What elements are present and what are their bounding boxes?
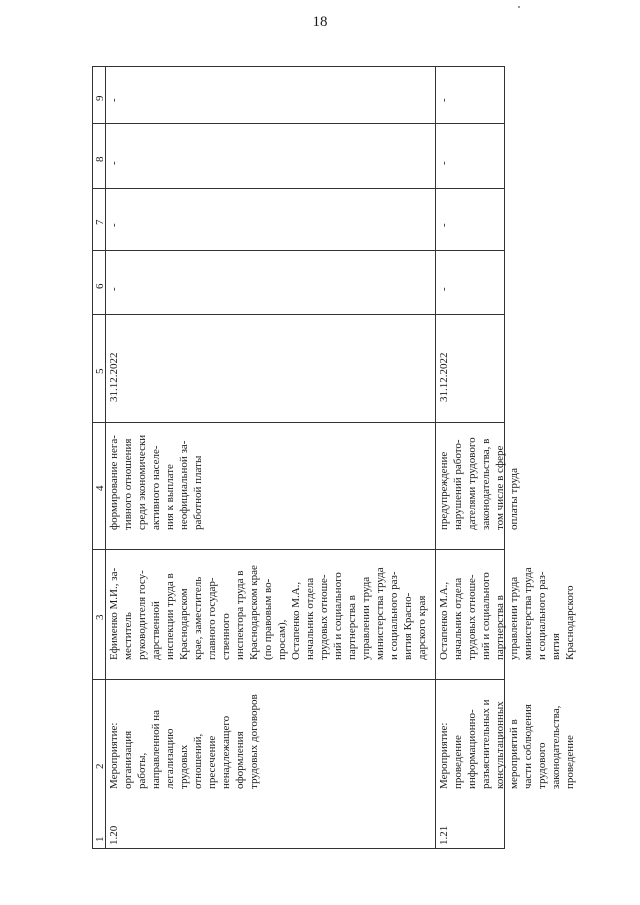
- page-number: 18: [312, 14, 328, 30]
- row-line: [93, 314, 504, 315]
- row-1-20-col8: -: [108, 161, 120, 165]
- header-col-7: 7: [94, 219, 106, 225]
- events-table: [92, 66, 576, 849]
- row-1-20-col6: -: [108, 287, 120, 291]
- row-1-21-result: предупреждение нарушений работо- дателями трудового законодательства, в том числе в сфере оплаты труда: [438, 437, 520, 530]
- header-col-1: 1: [94, 836, 106, 842]
- row-1-20-date: 31.12.2022: [108, 352, 120, 402]
- row-1-20-measure: Мероприятие: организация работы, направленной на легализацию трудовых отношений, пресечение ненадлежащего оформления трудовых договоров: [108, 694, 260, 789]
- col-line: [435, 67, 436, 848]
- col-line: [105, 67, 106, 848]
- row-line: [93, 250, 504, 251]
- row-1-21-col7: -: [438, 223, 450, 227]
- header-col-6: 6: [94, 283, 106, 289]
- row-1-21-measure: Мероприятие: проведение информационно- разъяснительных и консультационных мероприятий в части соблюдения трудового законодательства, проведение: [438, 699, 576, 789]
- header-col-9: 9: [94, 95, 106, 101]
- row-line: [93, 422, 504, 423]
- header-col-8: 8: [94, 156, 106, 162]
- row-1-20-number: 1.20: [108, 825, 120, 845]
- header-col-5: 5: [94, 368, 106, 374]
- row-1-21-number: 1.21: [438, 825, 450, 845]
- row-line: [93, 549, 504, 550]
- row-1-21-responsible: Остапенко М.А., начальник отдела трудовых отноше- ний и социального партнерства в управлении труда министерства труда и социального раз- вития Краснодарского: [438, 567, 576, 660]
- row-1-21-col9: -: [438, 98, 450, 102]
- row-1-20-col9: -: [108, 98, 120, 102]
- header-col-4: 4: [94, 485, 106, 491]
- row-1-21-col6: -: [438, 287, 450, 291]
- row-line: [93, 188, 504, 189]
- scan-speck: [518, 6, 520, 8]
- row-line: [93, 123, 504, 124]
- row-1-20-result: формирование нега- тивного отношения среди экономически активного населе- ния к выплате неофициальной за- работной платы: [108, 434, 204, 530]
- header-col-3: 3: [94, 614, 106, 620]
- row-1-21-date: 31.12.2022: [438, 352, 450, 402]
- row-line: [93, 679, 504, 680]
- header-col-2: 2: [94, 763, 106, 769]
- row-1-20-responsible: Ефименко М.И., за- меститель руководителя госу- дарственной инспекции труда в Краснодарском крае, заместитель главного государ- ственного инспектора труда в Краснодарском крае (по правовым во- просам), Остапенко М.А., начальник отдела трудовых отноше- ний и социального партнерства в управлении труда министерства труда и социального раз- вития Красно- дарского края: [108, 565, 428, 660]
- row-1-21-col8: -: [438, 161, 450, 165]
- row-1-20-col7: -: [108, 223, 120, 227]
